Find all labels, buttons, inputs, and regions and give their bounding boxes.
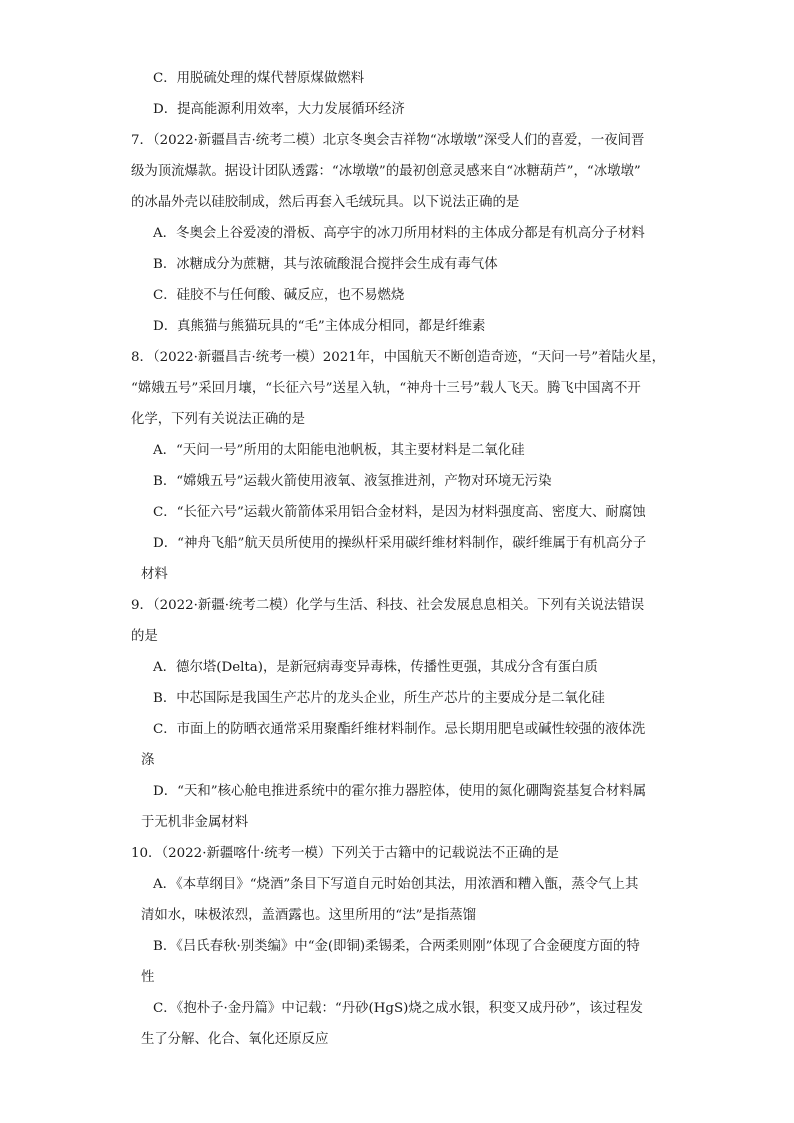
option-line: B．中芯国际是我国生产芯片的龙头企业，所生产芯片的主要成分是二氧化硅 bbox=[153, 691, 605, 706]
question-text-line: 7．（2022·新疆昌吉·统考二模）北京冬奥会吉祥物“冰墩墩”深受人们的喜爱，一夜间晋 bbox=[131, 133, 645, 148]
option-line: D．“天和”核心舱电推进系统中的霍尔推力器腔体，使用的氮化硼陶瓷基复合材料属 bbox=[153, 784, 647, 799]
option-line: A．“天问一号”所用的太阳能电池帆板，其主要材料是二氧化硅 bbox=[153, 443, 525, 458]
question-list bbox=[131, 63, 691, 1055]
option-line: B．“嫦娥五号”运载火箭使用液氧、液氢推进剂，产物对环境无污染 bbox=[153, 474, 552, 489]
option-line: A．《本草纲目》“烧酒”条目下写道自元时始创其法，用浓酒和糟入甑，蒸令气上其 bbox=[153, 877, 639, 892]
option-line: C．硅胶不与任何酸、碱反应，也不易燃烧 bbox=[153, 288, 405, 303]
question-text-line: 的冰晶外壳以硅胶制成，然后再套入毛绒玩具。以下说法正确的是 bbox=[131, 195, 520, 210]
question-text-line: 10．（2022·新疆喀什·统考一模）下列关于古籍中的记载说法不正确的是 bbox=[131, 846, 559, 861]
option-line: C．市面上的防晒衣通常采用聚酯纤维材料制作。忌长期用肥皂或碱性较强的液体洗 bbox=[153, 722, 646, 737]
question-text-line: “嫦娥五号”采回月壤，“长征六号”送星入轨，“神舟十三号”载人飞天。腾飞中国离不开 bbox=[131, 381, 641, 396]
option-line: B．《吕氏春秋·别类编》中“金(即铜)柔锡柔，合两柔则刚”体现了合金硬度方面的特 bbox=[153, 939, 640, 954]
option-line: C．“长征六号”运载火箭箭体采用铝合金材料，是因为材料强度高、密度大、耐腐蚀 bbox=[153, 505, 646, 520]
option-line: D．“神舟飞船”航天员所使用的操纵杆采用碳纤维材料制作，碳纤维属于有机高分子 bbox=[153, 536, 647, 551]
option-line: D．真熊猫与熊猫玩具的“毛”主体成分相同，都是纤维素 bbox=[153, 319, 486, 334]
continuation-line: 涤 bbox=[141, 753, 155, 768]
option-line: C．《抱朴子·金丹篇》中记载：“丹砂(HgS)烧之成水银，积变又成丹砂”，该过程发 bbox=[153, 1001, 643, 1016]
continuation-line: 清如水，味极浓烈，盖酒露也。这里所用的“法”是指蒸馏 bbox=[141, 908, 477, 923]
option-line: A．冬奥会上谷爱凌的滑板、高亭宇的冰刀所用材料的主体成分都是有机高分子材料 bbox=[153, 226, 645, 241]
continuation-line: 于无机非金属材料 bbox=[141, 815, 249, 830]
question-text-line: 的是 bbox=[131, 629, 158, 644]
option-line: D．提高能源利用效率，大力发展循环经济 bbox=[153, 102, 405, 117]
question-text-line: 级为顶流爆款。据设计团队透露：“冰墩墩”的最初创意灵感来自“冰糖葫芦”，“冰墩墩” bbox=[131, 164, 641, 179]
continuation-line: 性 bbox=[141, 970, 155, 985]
continuation-line: 材料 bbox=[141, 567, 168, 582]
option-line: A．德尔塔(Delta)，是新冠病毒变异毒株，传播性更强，其成分含有蛋白质 bbox=[153, 660, 598, 675]
option-line: C．用脱硫处理的煤代替原煤做燃料 bbox=[153, 71, 365, 86]
question-text-line: 化学，下列有关说法正确的是 bbox=[131, 412, 306, 427]
option-line: B．冰糖成分为蔗糖，其与浓硫酸混合搅拌会生成有毒气体 bbox=[153, 257, 498, 272]
question-text-line: 8．（2022·新疆昌吉·统考一模）2021年，中国航天不断创造奇迹，“天问一号”着陆火星， bbox=[131, 350, 666, 365]
continuation-line: 生了分解、化合、氧化还原反应 bbox=[141, 1032, 329, 1047]
question-text-line: 9．（2022·新疆·统考二模）化学与生活、科技、社会发展息息相关。下列有关说法错误 bbox=[131, 598, 645, 613]
